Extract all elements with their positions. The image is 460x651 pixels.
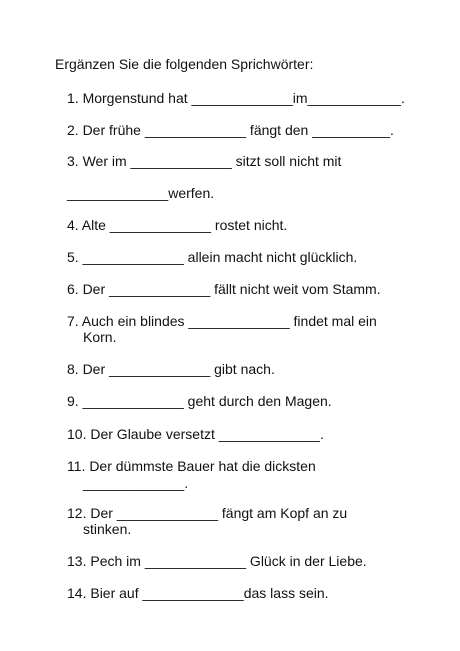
proverb-13: 13. Pech im _____________ Glück in der Liebe. bbox=[67, 553, 367, 569]
proverb-3-line-2: _____________werfen. bbox=[67, 185, 215, 201]
proverb-4: 4. Alte _____________ rostet nicht. bbox=[67, 217, 288, 233]
proverb-7-line-2: Korn. bbox=[83, 329, 117, 345]
proverb-12-line-2: stinken. bbox=[83, 521, 132, 537]
proverb-11-line-1: 11. Der dümmste Bauer hat die dicksten bbox=[67, 458, 316, 474]
proverb-6: 6. Der _____________ fällt nicht weit vom Stamm. bbox=[67, 281, 381, 297]
worksheet-title: Ergänzen Sie die folgenden Sprichwörter: bbox=[55, 56, 314, 72]
proverb-1: 1. Morgenstund hat _____________im____________. bbox=[67, 90, 405, 106]
proverb-9: 9. _____________ geht durch den Magen. bbox=[67, 393, 332, 409]
proverb-2: 2. Der frühe _____________ fängt den __________. bbox=[67, 122, 394, 138]
proverb-14: 14. Bier auf _____________das lass sein. bbox=[67, 585, 329, 601]
proverb-5: 5. _____________ allein macht nicht glücklich. bbox=[67, 249, 358, 265]
proverb-7-line-1: 7. Auch ein blindes _____________ findet mal ein bbox=[67, 313, 377, 329]
proverb-8: 8. Der _____________ gibt nach. bbox=[67, 361, 275, 377]
proverb-3-line-1: 3. Wer im _____________ sitzt soll nicht mit bbox=[67, 153, 342, 169]
proverb-10: 10. Der Glaube versetzt _____________. bbox=[67, 426, 324, 442]
proverb-12-line-1: 12. Der _____________ fängt am Kopf an zu bbox=[67, 505, 348, 521]
proverb-11-line-2: _____________. bbox=[83, 475, 189, 491]
